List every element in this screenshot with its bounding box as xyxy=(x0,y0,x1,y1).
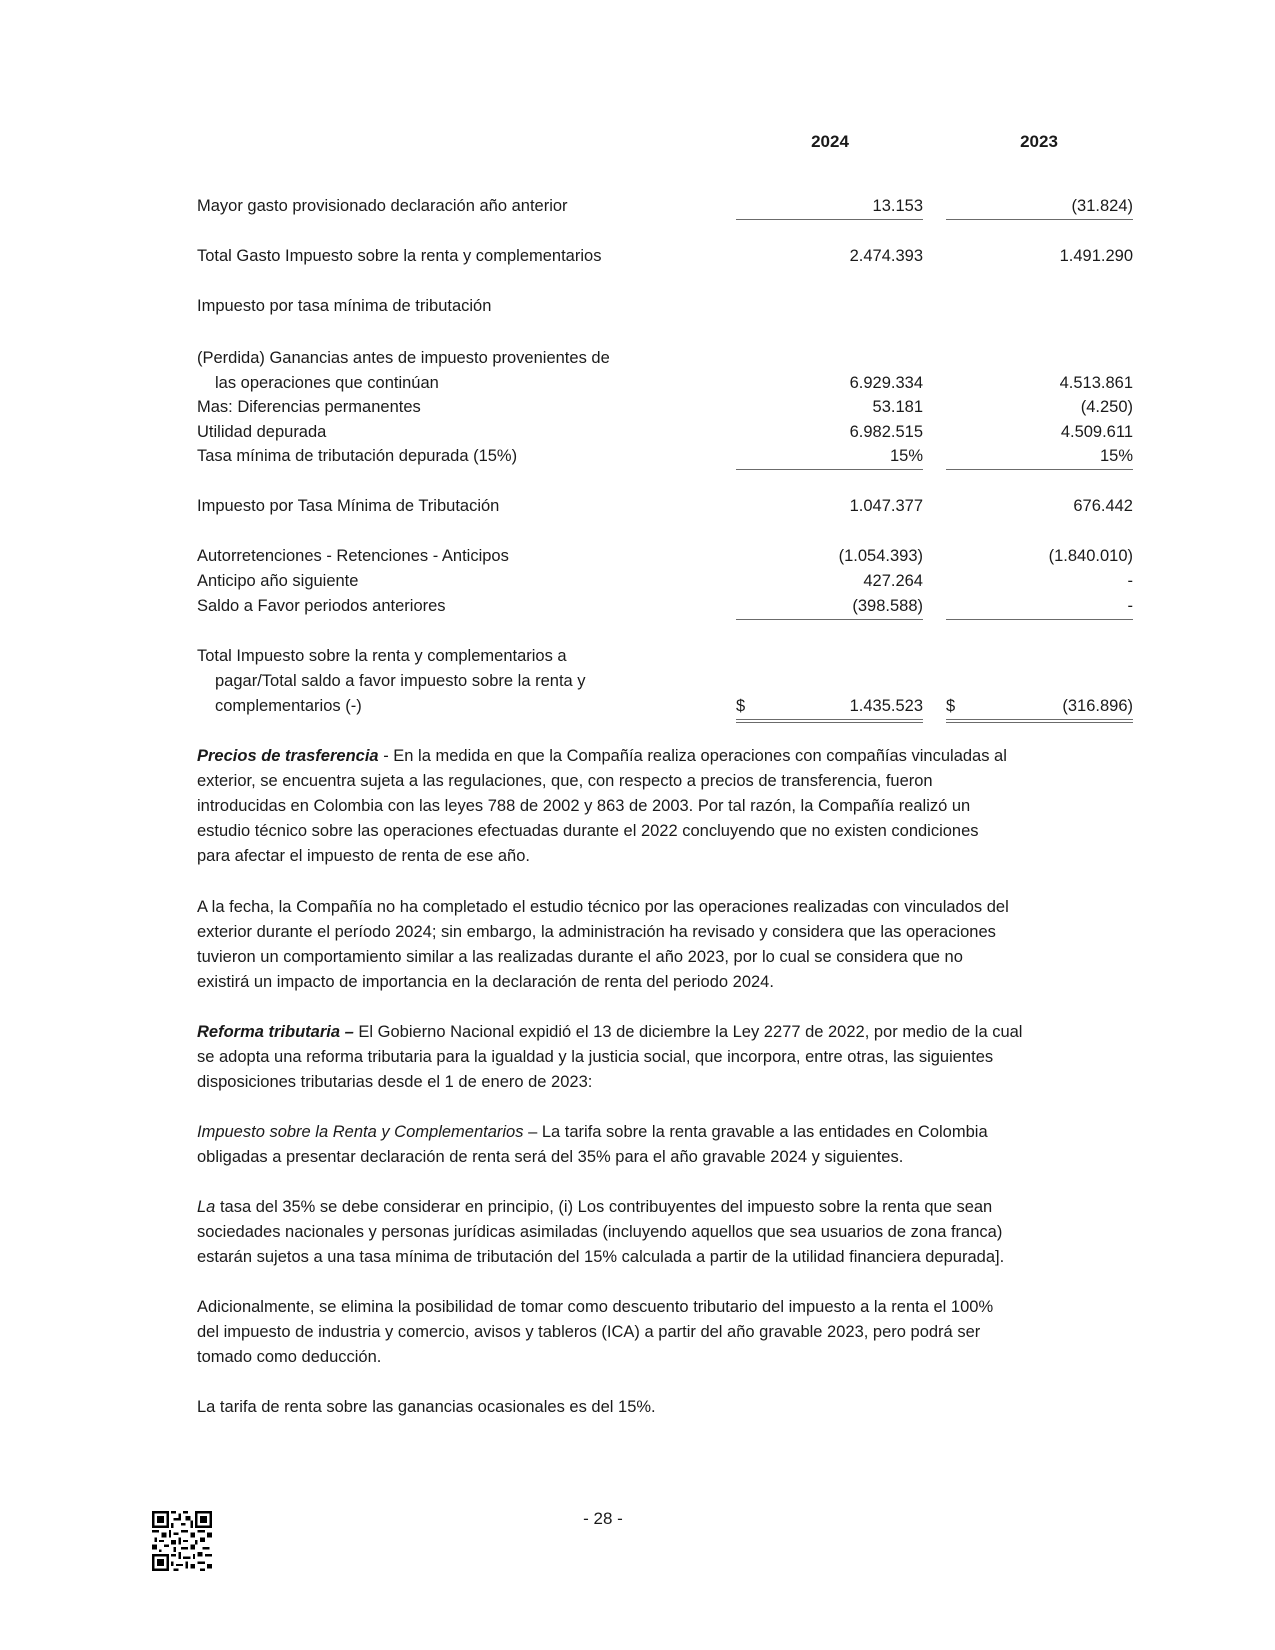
value-2024: 6.982.515 xyxy=(849,423,923,441)
value-2023: (4.250) xyxy=(1080,398,1133,416)
value-2024: 13.153 xyxy=(736,194,923,220)
value-2024: (398.588) xyxy=(736,594,923,620)
paragraph-additionally xyxy=(197,1295,1157,1370)
paragraph-line: obligadas a presentar declaración de renta será del 35% para el año gravable 2024 y siguientes. xyxy=(197,1148,904,1166)
paragraph-heading: Reforma tributaria – xyxy=(197,1023,354,1041)
paragraph-line: se adopta una reforma tributaria para la igualdad y la justicia social, que incorpora, entre otras, las siguientes xyxy=(197,1048,994,1066)
row-label: Total Gasto Impuesto sobre la renta y complementarios xyxy=(197,247,602,265)
value-2023: 15% xyxy=(946,444,1133,470)
paragraph-line: del impuesto de industria y comercio, avisos y tableros (ICA) a partir del año gravable 2023, pero podrá ser xyxy=(197,1323,981,1341)
table-row xyxy=(0,669,1275,694)
row-label: Autorretenciones - Retenciones - Anticipos xyxy=(197,547,509,565)
paragraph-line: - En la medida en que la Compañía realiza operaciones con compañías vinculadas al xyxy=(378,747,1007,765)
table-row xyxy=(0,644,1275,669)
row-label: Saldo a Favor periodos anteriores xyxy=(197,597,446,615)
paragraph-line: sociedades nacionales y personas jurídicas asimiladas (incluyendo aquellos que sea usuarios de zona franca) xyxy=(197,1223,1003,1241)
paragraph-line: estarán sujetos a una tasa mínima de tributación del 15% calculada a partir de la utilidad financiera depurada]. xyxy=(197,1248,1005,1266)
row-label-continued: las operaciones que continúan xyxy=(215,374,439,392)
row-label-continued: complementarios (-) xyxy=(215,697,362,715)
column-header-2023: 2023 xyxy=(1020,132,1058,151)
paragraph-line: La tarifa de renta sobre las ganancias ocasionales es del 15%. xyxy=(197,1398,656,1416)
paragraph-heading: Impuesto sobre la Renta y Complementarios xyxy=(197,1123,524,1141)
value-2023: - xyxy=(946,594,1133,620)
table-row-total xyxy=(0,694,1275,719)
paragraph-line: exterior durante el período 2024; sin embargo, la administración ha revisado y considera que las operaciones xyxy=(197,923,996,941)
value-2023: 676.442 xyxy=(1073,497,1133,515)
table-row xyxy=(0,420,1275,445)
paragraph-line: Adicionalmente, se elimina la posibilidad de tomar como descuento tributario del impuesto a la renta el 100% xyxy=(197,1298,994,1316)
currency-symbol: $ xyxy=(736,697,746,715)
value-2024: 2.474.393 xyxy=(849,247,923,265)
paragraph-tax-reform xyxy=(197,1020,1157,1095)
page-number: - 28 - xyxy=(583,1509,623,1528)
paragraph-line: estudio técnico sobre las operaciones efectuadas durante el 2022 concluyendo que no existen condiciones xyxy=(197,822,979,840)
value-2023: (31.824) xyxy=(946,194,1133,220)
paragraph-heading: Precios de trasferencia xyxy=(197,747,379,765)
value-2023: 1.491.290 xyxy=(1059,247,1133,265)
value-2024: 1.047.377 xyxy=(849,497,923,515)
table-row xyxy=(0,194,1275,219)
total-value-2024 xyxy=(736,694,923,723)
paragraph-line: para afectar el impuesto de renta de ese año. xyxy=(197,847,530,865)
section-label: Impuesto por tasa mínima de tributación xyxy=(197,297,492,315)
paragraph-line: A la fecha, la Compañía no ha completado el estudio técnico por las operaciones realizadas con vinculados del xyxy=(197,898,1009,916)
table-row xyxy=(0,494,1275,519)
paragraph-occasional-gains xyxy=(197,1395,1157,1420)
value-2024: 53.181 xyxy=(872,398,923,416)
table-row xyxy=(0,569,1275,594)
paragraph-income-tax xyxy=(197,1120,1157,1170)
paragraph-current-status xyxy=(197,895,1157,995)
row-label: Utilidad depurada xyxy=(197,423,327,441)
table-row xyxy=(0,444,1275,469)
value-2023: (1.840.010) xyxy=(1048,547,1133,565)
total-amount-2023: (316.896) xyxy=(1062,697,1133,715)
row-label: Impuesto por Tasa Mínima de Tributación xyxy=(197,497,500,515)
value-2024: (1.054.393) xyxy=(838,547,923,565)
table-row xyxy=(0,544,1275,569)
paragraph-transfer-pricing xyxy=(197,744,1157,869)
value-2024: 6.929.334 xyxy=(849,374,923,392)
table-row xyxy=(0,371,1275,396)
row-label: Anticipo año siguiente xyxy=(197,572,359,590)
value-2023: 4.513.861 xyxy=(1059,374,1133,392)
row-label: (Perdida) Ganancias antes de impuesto provenientes de xyxy=(197,349,610,367)
column-header-2024: 2024 xyxy=(811,132,849,151)
currency-symbol: $ xyxy=(946,697,956,715)
paragraph-line: – La tarifa sobre la renta gravable a las entidades en Colombia xyxy=(523,1123,988,1141)
paragraph-line: exterior, se encuentra sujeta a las regulaciones, que, con respecto a precios de transferencia, fueron xyxy=(197,772,933,790)
paragraph-line: tomado como deducción. xyxy=(197,1348,382,1366)
table-row xyxy=(0,244,1275,269)
table-row xyxy=(0,594,1275,619)
paragraph-line: tasa del 35% se debe considerar en principio, (i) Los contribuyentes del impuesto sobre la renta que sean xyxy=(215,1198,993,1216)
paragraph-line: existirá un impacto de importancia en la declaración de renta del periodo 2024. xyxy=(197,973,774,991)
qr-code-icon xyxy=(152,1511,212,1571)
paragraph-heading: La xyxy=(197,1198,216,1216)
table-row xyxy=(0,395,1275,420)
value-2024: 427.264 xyxy=(863,572,923,590)
row-label: Mas: Diferencias permanentes xyxy=(197,398,421,416)
value-2023: 4.509.611 xyxy=(1060,423,1133,441)
paragraph-line: El Gobierno Nacional expidió el 13 de diciembre la Ley 2277 de 2022, por medio de la cual xyxy=(353,1023,1023,1041)
row-label: Tasa mínima de tributación depurada (15%) xyxy=(197,447,518,465)
paragraph-line: introducidas en Colombia con las leyes 788 de 2002 y 863 de 2003. Por tal razón, la Compañía realizó un xyxy=(197,797,971,815)
value-2024: 15% xyxy=(736,444,923,470)
paragraph-line: disposiciones tributarias desde el 1 de enero de 2023: xyxy=(197,1073,593,1091)
paragraph-rate xyxy=(197,1195,1157,1270)
value-2023: - xyxy=(1127,572,1133,590)
row-label-continued: pagar/Total saldo a favor impuesto sobre la renta y xyxy=(215,672,586,690)
table-row xyxy=(0,294,1275,319)
paragraph-line: tuvieron un comportamiento similar a las realizadas durante el año 2023, por lo cual se considera que no xyxy=(197,948,963,966)
total-amount-2024: 1.435.523 xyxy=(849,697,923,715)
table-row xyxy=(0,346,1275,371)
total-value-2023 xyxy=(946,694,1133,723)
row-label: Mayor gasto provisionado declaración año anterior xyxy=(197,197,568,215)
row-label: Total Impuesto sobre la renta y complementarios a xyxy=(197,647,567,665)
